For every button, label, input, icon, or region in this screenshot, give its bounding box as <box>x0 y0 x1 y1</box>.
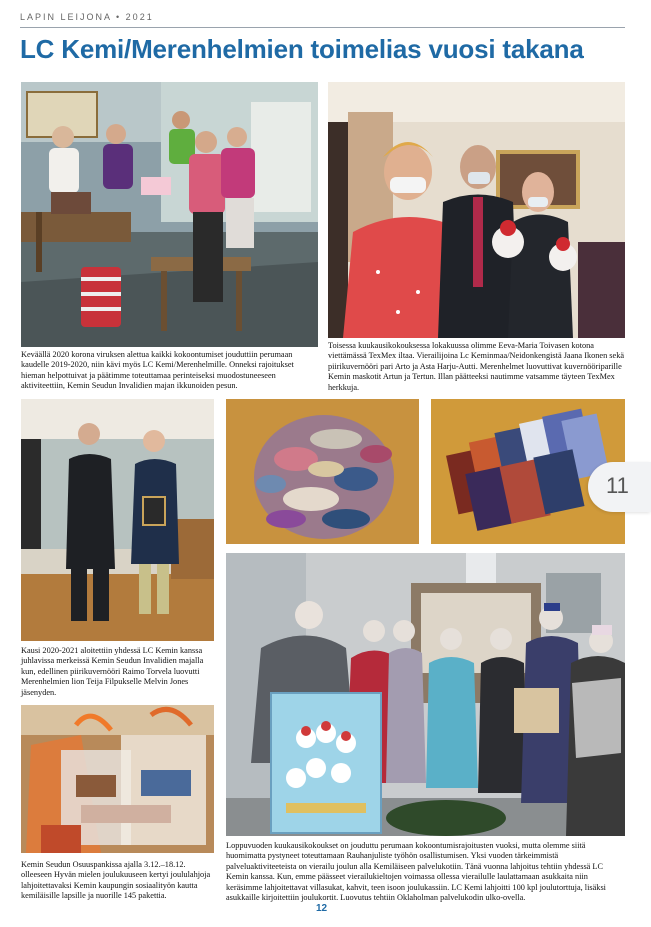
photo-mascot-handover <box>328 82 625 338</box>
page-edge-tab-number: 11 <box>606 473 629 498</box>
caption-bags: Kemin Seudun Osuuspankissa ajalla 3.12.–18.12. olleeseen Hyvän mielen joulukuuseen kertyi joululahjoja lahjoitettavaksi Kemin kaupungin sosiaalityön kautta kemiläisille lapsille ja nuorille 145 pakettia. <box>21 860 211 901</box>
caption-porch: Keväällä 2020 korona viruksen alettua kaikki kokoontumiset jouduttiin perumaan kaudelle 2019-2020, niin kävi myös LC Kemi/Merenhelmille. Onneksi rajoitukset hieman helpottuivat ja päätimme toteuttamaa perinteiseksi muodostuneeseen aktiviteettiin, Kemin Seudun Invalidien majan ikkunoiden pesun. <box>21 350 294 391</box>
caption-masks: Toisessa kuukausikokouksessa lokakuussa olimme Eeva-Maria Toivasen kotona viettämässä TexMex iltaa. Vierailijoina Lc Keminmaa/Neidonkengistä Jaana Ikonen sekä piirikuvernööri pari Arto ja Asta Harju-Autti. Merenhelmet luovuttivat kuvernööriparille Kemin maskotit Artun ja Tertun. Illan päätteeksi nautimme vatsamme täyteen TexMex herkkuja. <box>328 341 625 392</box>
photo-award-ceremony <box>21 399 214 641</box>
photo-porch-window-washing <box>21 82 318 347</box>
header-rule <box>20 27 625 28</box>
photo-wool-socks <box>226 399 419 544</box>
photo-gift-bags <box>21 705 214 853</box>
page-number: 12 <box>316 903 328 914</box>
photo-group-donation <box>226 553 625 836</box>
article-title: LC Kemi/Merenhelmien toimelias vuosi takana <box>20 34 584 64</box>
running-header: LAPIN LEIJONA • 2021 <box>20 12 154 22</box>
caption-group: Loppuvuoden kuukausikokoukset on jouduttu perumaan kokoontumisrajoitusten vuoksi, mutta olemme siitä huomimatta pystyneet toteuttamaan Rauhanjuliste työhön osallistumisen. Yksi vuoden tärkeimmistä palveluaktiviteeteista on vierailu joulun alla Kemiläiseen palvelukotiin. Tänä vuonna lahjoitus tehtiin yhdessä LC Kemin kanssa. Kun, emme päässeet vierailukieltojen voimassa ollessa vierailulle laulattamaan asukkaita niin keräsimme lahjoitettavat villasukat, kahvit, teen isoon joulukassiin. LC Kemi lahjoitti 100 kpl joulutorttuja, lisäksi asukkaille kirjoitettiin joulukortit. Luovutus tehtiin Oklaholman palvelukodin ulko-ovella. <box>226 841 606 903</box>
page-edge-tab <box>588 462 651 512</box>
caption-award: Kausi 2020-2021 aloitettiin yhdessä LC Kemin kanssa juhlavissa merkeissä Kemin Seudun Invalidien majalla kun, edellinen piirikuvernööri Raimo Torvela luovutti Merenhelmien lion Teija Filpukselle Melvin Jones jäsenyden. <box>21 646 204 697</box>
